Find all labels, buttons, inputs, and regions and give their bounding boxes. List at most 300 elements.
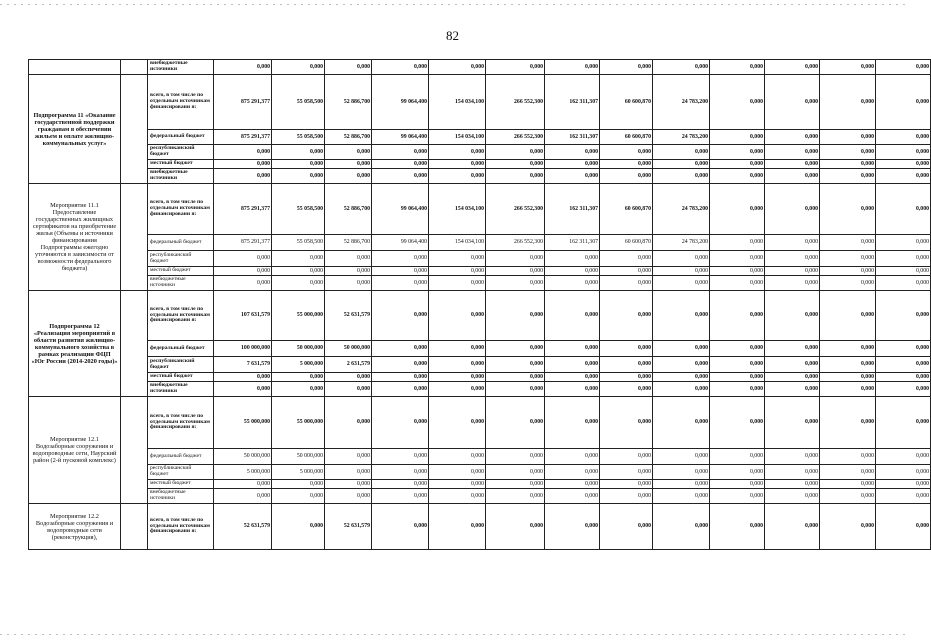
amount-cell: 0,000 bbox=[372, 251, 429, 267]
funding-source-cell: федеральный бюджет bbox=[148, 449, 214, 465]
amount-cell: 0,000 bbox=[876, 130, 931, 145]
amount-cell: 0,000 bbox=[710, 489, 765, 504]
amount-cell: 0,000 bbox=[765, 184, 820, 235]
table-row bbox=[29, 267, 931, 276]
amount-cell: 0,000 bbox=[272, 480, 325, 489]
amount-cell: 0,000 bbox=[600, 169, 653, 184]
amount-cell: 0,000 bbox=[272, 160, 325, 169]
amount-cell: 50 000,000 bbox=[214, 449, 272, 465]
amount-cell: 0,000 bbox=[600, 145, 653, 160]
amount-cell: 0,000 bbox=[820, 397, 876, 449]
amount-cell: 0,000 bbox=[820, 465, 876, 480]
funding-source-cell: республиканский бюджет bbox=[148, 465, 214, 480]
amount-cell: 0,000 bbox=[876, 341, 931, 357]
amount-cell: 0,000 bbox=[600, 291, 653, 341]
amount-cell: 0,000 bbox=[820, 75, 876, 130]
amount-cell: 55 058,500 bbox=[272, 75, 325, 130]
amount-cell: 0,000 bbox=[486, 145, 545, 160]
amount-cell: 52 886,700 bbox=[325, 75, 372, 130]
funding-source-cell: республиканский бюджет bbox=[148, 145, 214, 160]
amount-cell: 107 631,579 bbox=[214, 291, 272, 341]
amount-cell: 875 291,377 bbox=[214, 235, 272, 251]
funding-source-cell: всего, в том числе по отдельным источникам финансировани я: bbox=[148, 291, 214, 341]
amount-cell: 0,000 bbox=[710, 382, 765, 397]
amount-cell: 0,000 bbox=[820, 373, 876, 382]
amount-cell: 266 552,300 bbox=[486, 184, 545, 235]
amount-cell: 0,000 bbox=[486, 382, 545, 397]
amount-cell: 0,000 bbox=[545, 291, 600, 341]
amount-cell: 0,000 bbox=[545, 267, 600, 276]
amount-cell: 266 552,300 bbox=[486, 130, 545, 145]
amount-cell: 0,000 bbox=[486, 341, 545, 357]
amount-cell: 5 000,000 bbox=[272, 357, 325, 373]
amount-cell: 875 291,377 bbox=[214, 75, 272, 130]
amount-cell: 0,000 bbox=[372, 504, 429, 550]
amount-cell: 0,000 bbox=[653, 449, 710, 465]
table-row bbox=[29, 449, 931, 465]
amount-cell: 0,000 bbox=[765, 382, 820, 397]
amount-cell: 0,000 bbox=[372, 169, 429, 184]
program-name-cell: Подпрограмма 12 «Реализация мероприятий в области развития жилищно-коммунального хозяйства в рамках реализации ФЦП «Юг России (2014-2020 годы)» bbox=[29, 291, 121, 397]
amount-cell: 0,000 bbox=[325, 373, 372, 382]
amount-cell: 60 600,870 bbox=[600, 75, 653, 130]
amount-cell: 0,000 bbox=[820, 449, 876, 465]
amount-cell: 0,000 bbox=[272, 489, 325, 504]
amount-cell: 0,000 bbox=[325, 449, 372, 465]
amount-cell: 0,000 bbox=[876, 184, 931, 235]
table-row bbox=[29, 397, 931, 449]
amount-cell: 875 291,377 bbox=[214, 184, 272, 235]
amount-cell: 0,000 bbox=[653, 465, 710, 480]
amount-cell: 0,000 bbox=[876, 169, 931, 184]
empty-column-cell bbox=[121, 397, 148, 504]
amount-cell: 0,000 bbox=[372, 357, 429, 373]
amount-cell: 0,000 bbox=[600, 382, 653, 397]
amount-cell: 0,000 bbox=[876, 382, 931, 397]
amount-cell: 0,000 bbox=[429, 373, 486, 382]
amount-cell: 0,000 bbox=[600, 160, 653, 169]
amount-cell: 0,000 bbox=[214, 382, 272, 397]
amount-cell: 875 291,377 bbox=[214, 130, 272, 145]
amount-cell: 0,000 bbox=[600, 276, 653, 291]
amount-cell: 0,000 bbox=[545, 341, 600, 357]
table-row bbox=[29, 251, 931, 267]
amount-cell: 0,000 bbox=[876, 480, 931, 489]
amount-cell: 0,000 bbox=[710, 480, 765, 489]
amount-cell: 55 000,000 bbox=[272, 397, 325, 449]
funding-source-cell: внебюджетные источники bbox=[148, 276, 214, 291]
amount-cell: 0,000 bbox=[876, 235, 931, 251]
amount-cell: 0,000 bbox=[429, 145, 486, 160]
amount-cell: 0,000 bbox=[653, 504, 710, 550]
table-row bbox=[29, 291, 931, 341]
amount-cell: 0,000 bbox=[600, 267, 653, 276]
amount-cell: 24 783,200 bbox=[653, 130, 710, 145]
empty-column-cell bbox=[121, 291, 148, 397]
amount-cell: 0,000 bbox=[545, 504, 600, 550]
amount-cell: 0,000 bbox=[272, 169, 325, 184]
funding-source-cell: местный бюджет bbox=[148, 373, 214, 382]
amount-cell: 0,000 bbox=[325, 267, 372, 276]
amount-cell: 154 034,100 bbox=[429, 184, 486, 235]
amount-cell: 0,000 bbox=[765, 160, 820, 169]
amount-cell: 0,000 bbox=[765, 465, 820, 480]
amount-cell: 0,000 bbox=[765, 75, 820, 130]
funding-source-cell: всего, в том числе по отдельным источникам финансировани я: bbox=[148, 75, 214, 130]
amount-cell: 0,000 bbox=[600, 480, 653, 489]
amount-cell: 0,000 bbox=[272, 373, 325, 382]
amount-cell: 100 000,000 bbox=[214, 341, 272, 357]
amount-cell: 0,000 bbox=[653, 251, 710, 267]
empty-column-cell bbox=[121, 504, 148, 550]
amount-cell: 0,000 bbox=[710, 341, 765, 357]
amount-cell: 0,000 bbox=[820, 130, 876, 145]
amount-cell: 0,000 bbox=[214, 267, 272, 276]
amount-cell: 0,000 bbox=[820, 489, 876, 504]
amount-cell: 0,000 bbox=[710, 75, 765, 130]
program-name-cell bbox=[29, 60, 121, 75]
funding-source-cell: всего, в том числе по отдельным источникам финансировани я: bbox=[148, 504, 214, 550]
amount-cell: 0,000 bbox=[600, 60, 653, 75]
amount-cell: 0,000 bbox=[486, 465, 545, 480]
amount-cell: 50 000,000 bbox=[272, 449, 325, 465]
amount-cell: 0,000 bbox=[214, 145, 272, 160]
amount-cell: 0,000 bbox=[765, 449, 820, 465]
funding-source-cell: внебюджетные источники bbox=[148, 382, 214, 397]
amount-cell: 0,000 bbox=[272, 267, 325, 276]
funding-source-cell: республиканский бюджет bbox=[148, 357, 214, 373]
amount-cell: 0,000 bbox=[545, 382, 600, 397]
amount-cell: 0,000 bbox=[765, 504, 820, 550]
amount-cell: 0,000 bbox=[545, 397, 600, 449]
funding-source-cell: внебюджетные источники bbox=[148, 169, 214, 184]
amount-cell: 0,000 bbox=[429, 465, 486, 480]
amount-cell: 0,000 bbox=[765, 235, 820, 251]
program-name-cell: Мероприятие 12.2 Водозаборные сооружения и водопроводные сети (реконструкция), bbox=[29, 504, 121, 550]
amount-cell: 0,000 bbox=[765, 489, 820, 504]
amount-cell: 0,000 bbox=[876, 60, 931, 75]
amount-cell: 0,000 bbox=[876, 465, 931, 480]
amount-cell: 55 000,000 bbox=[214, 397, 272, 449]
amount-cell: 0,000 bbox=[486, 489, 545, 504]
amount-cell: 0,000 bbox=[545, 145, 600, 160]
amount-cell: 0,000 bbox=[600, 251, 653, 267]
amount-cell: 0,000 bbox=[429, 267, 486, 276]
amount-cell: 154 034,100 bbox=[429, 130, 486, 145]
amount-cell: 0,000 bbox=[214, 160, 272, 169]
table-row bbox=[29, 130, 931, 145]
amount-cell: 0,000 bbox=[272, 251, 325, 267]
amount-cell: 0,000 bbox=[325, 382, 372, 397]
amount-cell: 0,000 bbox=[486, 373, 545, 382]
amount-cell: 0,000 bbox=[214, 489, 272, 504]
amount-cell: 0,000 bbox=[486, 480, 545, 489]
amount-cell: 52 886,700 bbox=[325, 235, 372, 251]
scan-line-bottom bbox=[0, 634, 905, 635]
amount-cell: 154 034,100 bbox=[429, 75, 486, 130]
amount-cell: 0,000 bbox=[429, 357, 486, 373]
amount-cell: 55 058,500 bbox=[272, 130, 325, 145]
amount-cell: 0,000 bbox=[429, 397, 486, 449]
amount-cell: 0,000 bbox=[765, 130, 820, 145]
table-row bbox=[29, 341, 931, 357]
amount-cell: 0,000 bbox=[710, 357, 765, 373]
amount-cell: 0,000 bbox=[429, 251, 486, 267]
amount-cell: 0,000 bbox=[876, 504, 931, 550]
amount-cell: 0,000 bbox=[486, 169, 545, 184]
table-row bbox=[29, 75, 931, 130]
amount-cell: 0,000 bbox=[600, 449, 653, 465]
amount-cell: 0,000 bbox=[486, 291, 545, 341]
amount-cell: 50 000,000 bbox=[325, 341, 372, 357]
amount-cell: 0,000 bbox=[272, 145, 325, 160]
amount-cell: 0,000 bbox=[765, 291, 820, 341]
amount-cell: 0,000 bbox=[486, 276, 545, 291]
amount-cell: 55 000,000 bbox=[272, 291, 325, 341]
funding-source-cell: местный бюджет bbox=[148, 480, 214, 489]
funding-source-cell: внебюджетные источники bbox=[148, 60, 214, 75]
amount-cell: 52 631,579 bbox=[325, 504, 372, 550]
amount-cell: 0,000 bbox=[486, 251, 545, 267]
amount-cell: 0,000 bbox=[600, 373, 653, 382]
amount-cell: 0,000 bbox=[653, 291, 710, 341]
amount-cell: 0,000 bbox=[653, 357, 710, 373]
amount-cell: 0,000 bbox=[372, 465, 429, 480]
amount-cell: 0,000 bbox=[214, 373, 272, 382]
table-row bbox=[29, 465, 931, 480]
financing-table bbox=[28, 59, 931, 550]
amount-cell: 0,000 bbox=[820, 341, 876, 357]
table-body bbox=[29, 60, 931, 550]
amount-cell: 52 886,700 bbox=[325, 184, 372, 235]
table-row bbox=[29, 235, 931, 251]
amount-cell: 0,000 bbox=[372, 291, 429, 341]
amount-cell: 0,000 bbox=[325, 465, 372, 480]
amount-cell: 0,000 bbox=[600, 465, 653, 480]
funding-source-cell: республиканский бюджет bbox=[148, 251, 214, 267]
amount-cell: 0,000 bbox=[876, 291, 931, 341]
amount-cell: 0,000 bbox=[429, 480, 486, 489]
amount-cell: 0,000 bbox=[820, 160, 876, 169]
amount-cell: 0,000 bbox=[325, 251, 372, 267]
amount-cell: 0,000 bbox=[486, 357, 545, 373]
amount-cell: 0,000 bbox=[710, 169, 765, 184]
amount-cell: 0,000 bbox=[765, 480, 820, 489]
amount-cell: 0,000 bbox=[486, 267, 545, 276]
amount-cell: 0,000 bbox=[765, 60, 820, 75]
amount-cell: 0,000 bbox=[710, 184, 765, 235]
amount-cell: 24 783,200 bbox=[653, 75, 710, 130]
amount-cell: 0,000 bbox=[486, 397, 545, 449]
amount-cell: 60 600,870 bbox=[600, 235, 653, 251]
amount-cell: 0,000 bbox=[653, 60, 710, 75]
amount-cell: 0,000 bbox=[545, 357, 600, 373]
amount-cell: 52 886,700 bbox=[325, 130, 372, 145]
amount-cell: 0,000 bbox=[372, 160, 429, 169]
amount-cell: 0,000 bbox=[876, 267, 931, 276]
amount-cell: 0,000 bbox=[765, 397, 820, 449]
amount-cell: 0,000 bbox=[545, 169, 600, 184]
amount-cell: 0,000 bbox=[545, 449, 600, 465]
amount-cell: 0,000 bbox=[653, 160, 710, 169]
amount-cell: 0,000 bbox=[545, 251, 600, 267]
amount-cell: 52 631,579 bbox=[325, 291, 372, 341]
amount-cell: 0,000 bbox=[372, 60, 429, 75]
amount-cell: 0,000 bbox=[600, 489, 653, 504]
amount-cell: 7 631,579 bbox=[214, 357, 272, 373]
empty-column-cell bbox=[121, 184, 148, 291]
amount-cell: 0,000 bbox=[765, 276, 820, 291]
amount-cell: 0,000 bbox=[710, 145, 765, 160]
amount-cell: 0,000 bbox=[325, 480, 372, 489]
table-row bbox=[29, 489, 931, 504]
amount-cell: 0,000 bbox=[876, 160, 931, 169]
table-row bbox=[29, 160, 931, 169]
amount-cell: 0,000 bbox=[272, 382, 325, 397]
amount-cell: 0,000 bbox=[429, 382, 486, 397]
amount-cell: 0,000 bbox=[545, 276, 600, 291]
amount-cell: 0,000 bbox=[545, 465, 600, 480]
amount-cell: 0,000 bbox=[429, 60, 486, 75]
amount-cell: 0,000 bbox=[876, 373, 931, 382]
amount-cell: 0,000 bbox=[325, 276, 372, 291]
amount-cell: 0,000 bbox=[710, 276, 765, 291]
amount-cell: 0,000 bbox=[765, 373, 820, 382]
amount-cell: 0,000 bbox=[429, 449, 486, 465]
amount-cell: 0,000 bbox=[820, 357, 876, 373]
amount-cell: 0,000 bbox=[876, 489, 931, 504]
amount-cell: 2 631,579 bbox=[325, 357, 372, 373]
amount-cell: 0,000 bbox=[214, 169, 272, 184]
table-row bbox=[29, 169, 931, 184]
amount-cell: 0,000 bbox=[653, 489, 710, 504]
amount-cell: 0,000 bbox=[545, 489, 600, 504]
amount-cell: 0,000 bbox=[765, 169, 820, 184]
amount-cell: 0,000 bbox=[653, 169, 710, 184]
amount-cell: 0,000 bbox=[710, 160, 765, 169]
amount-cell: 0,000 bbox=[325, 489, 372, 504]
amount-cell: 0,000 bbox=[429, 489, 486, 504]
amount-cell: 0,000 bbox=[876, 75, 931, 130]
amount-cell: 0,000 bbox=[710, 267, 765, 276]
amount-cell: 0,000 bbox=[710, 449, 765, 465]
amount-cell: 0,000 bbox=[820, 145, 876, 160]
funding-source-cell: всего, в том числе по отдельным источникам финансировани я: bbox=[148, 184, 214, 235]
amount-cell: 266 552,300 bbox=[486, 235, 545, 251]
amount-cell: 0,000 bbox=[372, 449, 429, 465]
amount-cell: 0,000 bbox=[710, 251, 765, 267]
amount-cell: 24 783,200 bbox=[653, 235, 710, 251]
amount-cell: 0,000 bbox=[876, 449, 931, 465]
amount-cell: 0,000 bbox=[653, 480, 710, 489]
amount-cell: 0,000 bbox=[486, 160, 545, 169]
amount-cell: 0,000 bbox=[710, 373, 765, 382]
amount-cell: 0,000 bbox=[272, 504, 325, 550]
amount-cell: 0,000 bbox=[486, 60, 545, 75]
amount-cell: 0,000 bbox=[710, 504, 765, 550]
amount-cell: 99 064,400 bbox=[372, 235, 429, 251]
amount-cell: 0,000 bbox=[486, 449, 545, 465]
table-row bbox=[29, 504, 931, 550]
amount-cell: 0,000 bbox=[653, 267, 710, 276]
amount-cell: 0,000 bbox=[600, 397, 653, 449]
amount-cell: 0,000 bbox=[545, 373, 600, 382]
amount-cell: 55 058,500 bbox=[272, 184, 325, 235]
amount-cell: 0,000 bbox=[653, 382, 710, 397]
amount-cell: 0,000 bbox=[429, 341, 486, 357]
amount-cell: 0,000 bbox=[653, 373, 710, 382]
empty-column-cell bbox=[121, 60, 148, 75]
amount-cell: 0,000 bbox=[876, 251, 931, 267]
amount-cell: 0,000 bbox=[820, 382, 876, 397]
amount-cell: 0,000 bbox=[486, 504, 545, 550]
amount-cell: 0,000 bbox=[429, 276, 486, 291]
amount-cell: 162 311,307 bbox=[545, 184, 600, 235]
amount-cell: 0,000 bbox=[820, 276, 876, 291]
amount-cell: 0,000 bbox=[372, 382, 429, 397]
amount-cell: 0,000 bbox=[765, 357, 820, 373]
funding-source-cell: местный бюджет bbox=[148, 160, 214, 169]
amount-cell: 0,000 bbox=[600, 341, 653, 357]
table-row bbox=[29, 373, 931, 382]
amount-cell: 0,000 bbox=[325, 160, 372, 169]
amount-cell: 0,000 bbox=[820, 251, 876, 267]
funding-source-cell: федеральный бюджет bbox=[148, 341, 214, 357]
amount-cell: 0,000 bbox=[372, 145, 429, 160]
amount-cell: 0,000 bbox=[545, 480, 600, 489]
amount-cell: 24 783,200 bbox=[653, 184, 710, 235]
amount-cell: 0,000 bbox=[820, 169, 876, 184]
funding-source-cell: местный бюджет bbox=[148, 267, 214, 276]
amount-cell: 0,000 bbox=[372, 341, 429, 357]
amount-cell: 60 600,870 bbox=[600, 184, 653, 235]
amount-cell: 0,000 bbox=[653, 397, 710, 449]
amount-cell: 0,000 bbox=[820, 60, 876, 75]
amount-cell: 0,000 bbox=[710, 465, 765, 480]
amount-cell: 0,000 bbox=[372, 489, 429, 504]
table-row bbox=[29, 382, 931, 397]
amount-cell: 0,000 bbox=[765, 251, 820, 267]
funding-source-cell: федеральный бюджет bbox=[148, 235, 214, 251]
amount-cell: 5 000,000 bbox=[214, 465, 272, 480]
amount-cell: 0,000 bbox=[820, 235, 876, 251]
amount-cell: 0,000 bbox=[372, 276, 429, 291]
amount-cell: 52 631,579 bbox=[214, 504, 272, 550]
amount-cell: 0,000 bbox=[710, 235, 765, 251]
amount-cell: 0,000 bbox=[876, 357, 931, 373]
amount-cell: 162 311,307 bbox=[545, 75, 600, 130]
amount-cell: 0,000 bbox=[820, 480, 876, 489]
amount-cell: 0,000 bbox=[429, 160, 486, 169]
table-row bbox=[29, 276, 931, 291]
amount-cell: 162 311,307 bbox=[545, 235, 600, 251]
amount-cell: 0,000 bbox=[600, 357, 653, 373]
amount-cell: 0,000 bbox=[710, 130, 765, 145]
amount-cell: 0,000 bbox=[545, 160, 600, 169]
program-name-cell: Подпрограмма 11 «Оказание государственной поддержки гражданам в обеспечении жильем и оплате жилищно-коммунальных услуг» bbox=[29, 75, 121, 184]
amount-cell: 0,000 bbox=[820, 504, 876, 550]
amount-cell: 55 058,500 bbox=[272, 235, 325, 251]
amount-cell: 0,000 bbox=[429, 291, 486, 341]
amount-cell: 0,000 bbox=[214, 276, 272, 291]
amount-cell: 0,000 bbox=[820, 184, 876, 235]
amount-cell: 0,000 bbox=[272, 276, 325, 291]
amount-cell: 0,000 bbox=[545, 60, 600, 75]
amount-cell: 0,000 bbox=[372, 480, 429, 489]
amount-cell: 0,000 bbox=[876, 276, 931, 291]
amount-cell: 0,000 bbox=[710, 60, 765, 75]
amount-cell: 0,000 bbox=[653, 145, 710, 160]
